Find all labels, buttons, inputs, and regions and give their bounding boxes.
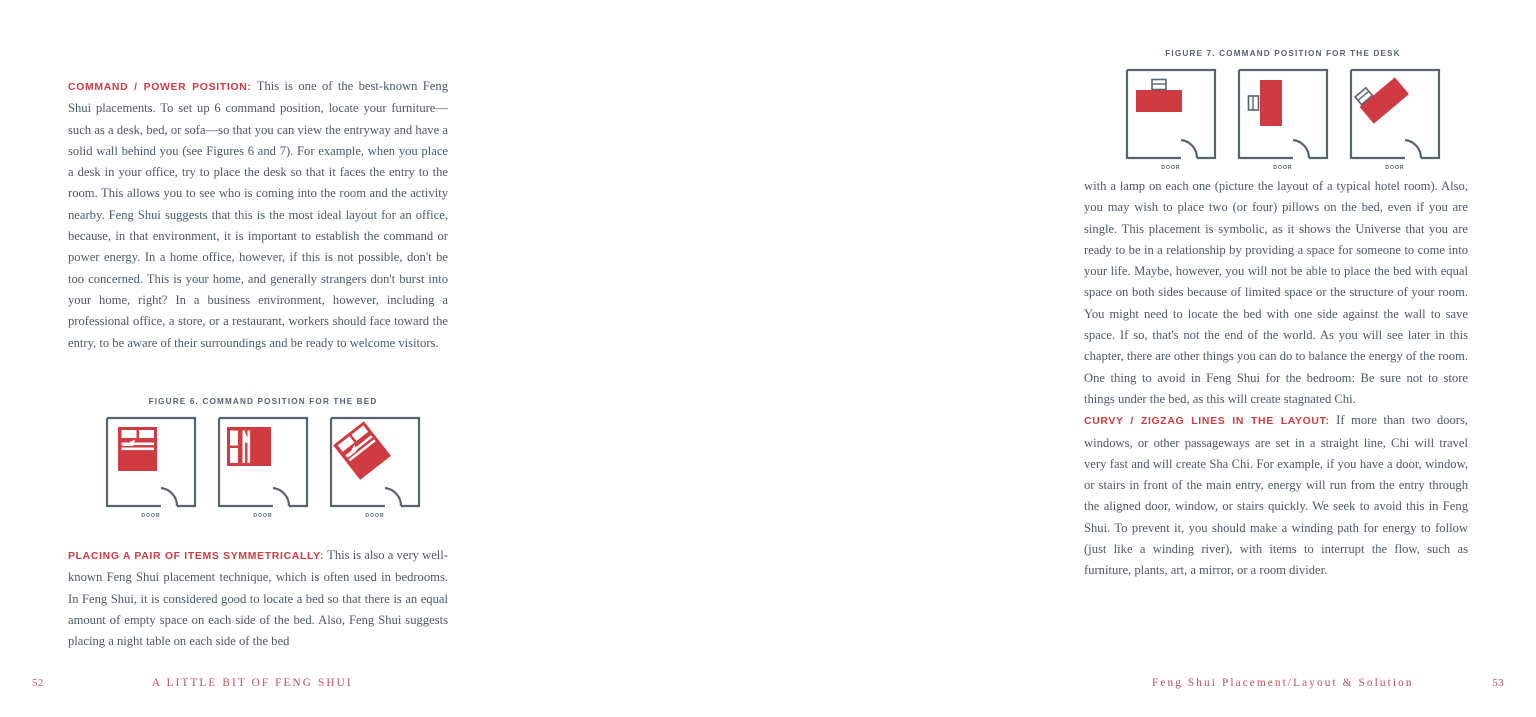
- figure-6-panel-2-bed-vertical: [216, 415, 310, 519]
- desk-icon: [1249, 80, 1283, 126]
- paragraph-body: If more than two doors, windows, or other passageways are set in a straight line, Chi will travel very fast and will create Sha Chi. For example, if you have a door, window, or stairs in front of the main entry, energy will run from the entry through the aligned door, window, or stairs quickly. We seek to avoid this in Feng Shui. To prevent it, you should make a winding path for energy to follow (just like a winding river), with items to interrupt the flow, such as furniture, plants, art, a mirror, or a room divider.: [1084, 413, 1468, 578]
- figure-7-panel-1-desk-horizontal: [1124, 67, 1218, 171]
- right-page-footer: [1024, 677, 1536, 695]
- running-head: A LITTLE BIT OF FENG SHUI: [152, 677, 353, 689]
- right-page: [512, 0, 1504, 717]
- desk-icon: [1136, 80, 1182, 113]
- bed-icon: [333, 421, 391, 480]
- figure-6-command-position-for-the-bed: [104, 397, 422, 519]
- figure-7-caption: FIGURE 7. COMMAND POSITION FOR THE DESK: [1165, 49, 1401, 58]
- paragraph-body: with a lamp on each one (picture the layout of a typical hotel room). Also, you may wish to place two (or four) pillows on the bed, even if you are single. This placement is symbolic, as it shows the Universe that you are ready to be in a relationship by providing a space for someone to come into your life. Maybe, however, you will not be able to place the bed with equal space on both sides because of limited space or the structure of your room. You might need to locate the bed with one side against the wall to save space. If so, that's not the end of the world. As you will see later in this chapter, there are other things you can do to balance the energy of the room. One thing to avoid in Feng Shui for the bedroom: Be sure not to store things under the bed, as this will create stagnated Chi.: [1084, 179, 1468, 406]
- bed-icon: [227, 427, 271, 466]
- paragraph-body: This is one of the best-known Feng Shui placements. To set up 6 command position, locate your furniture—such as a desk, bed, or sofa—so that you can view the entryway and have a solid wall behind you (see Figures 6 and 7). For example, when you place a desk in your office, try to place the desk so that it faces the entry to the room. This allows you to see who is coming into the room and the activity nearby. Feng Shui suggests that this is the most ideal layout for an office, because, in that environment, it is important to establish the command or power energy. In a home office, however, if this is not possible, don't be too concerned. This is your home, and generally strangers don't burst into your home, right? In a business environment, however, including a professional office, a store, or a restaurant, workers should face toward the entry, to be aware of their surroundings and be ready to welcome visitors.: [68, 79, 448, 350]
- paragraph-body: This is also a very well-known Feng Shui placement technique, which is often used in bedrooms. In Feng Shui, it is considered good to locate a bed so that there is an equal amount of empty space on each side of the bed. Also, Feng Shui suggests placing a night table on each side of the bed: [68, 548, 448, 649]
- right-page-text-column: [1084, 176, 1468, 582]
- figure-6-panels: [104, 415, 422, 519]
- door-label: DOOR: [253, 513, 273, 519]
- figure-7-command-position-for-the-desk: [1124, 49, 1442, 171]
- paragraph-bed-placement-continued: [1084, 176, 1468, 410]
- figure-6-panel-3-bed-diagonal: [328, 415, 422, 519]
- left-page-footer: [0, 677, 512, 695]
- paragraph-command-power-position: [68, 76, 448, 354]
- running-head: Feng Shui Placement/Layout & Solution: [1152, 677, 1414, 689]
- door-label: DOOR: [1385, 165, 1405, 171]
- desk-icon: [1353, 69, 1409, 123]
- figure-6-caption: FIGURE 6. COMMAND POSITION FOR THE BED: [148, 397, 378, 406]
- paragraph-curvy-zigzag-lines: [1084, 410, 1468, 581]
- figure-7-panel-2-desk-vertical: [1236, 67, 1330, 171]
- bed-icon: [118, 427, 157, 471]
- door-label: DOOR: [141, 513, 161, 519]
- left-page-text-column: [68, 76, 448, 354]
- runin-heading-command-power-position: COMMAND / POWER POSITION:: [68, 82, 252, 93]
- runin-heading-placing-pair-symmetrically: PLACING A PAIR OF ITEMS SYMMETRICALLY:: [68, 551, 325, 562]
- door-label: DOOR: [365, 513, 385, 519]
- figure-7-panel-3-desk-diagonal: [1348, 67, 1442, 171]
- left-page: [0, 0, 512, 717]
- door-label: DOOR: [1161, 165, 1181, 171]
- page-number: 53: [1492, 677, 1504, 689]
- page-number: 52: [32, 677, 44, 689]
- figure-6-panel-1-bed-horizontal: [104, 415, 198, 519]
- door-label: DOOR: [1273, 165, 1293, 171]
- runin-heading-curvy-zigzag-lines: CURVY / ZIGZAG LINES IN THE LAYOUT:: [1084, 416, 1330, 428]
- figure-7-panels: [1124, 67, 1442, 171]
- paragraph-placing-pair-symmetrically: [68, 545, 448, 652]
- left-page-text-column-lower: [68, 545, 448, 652]
